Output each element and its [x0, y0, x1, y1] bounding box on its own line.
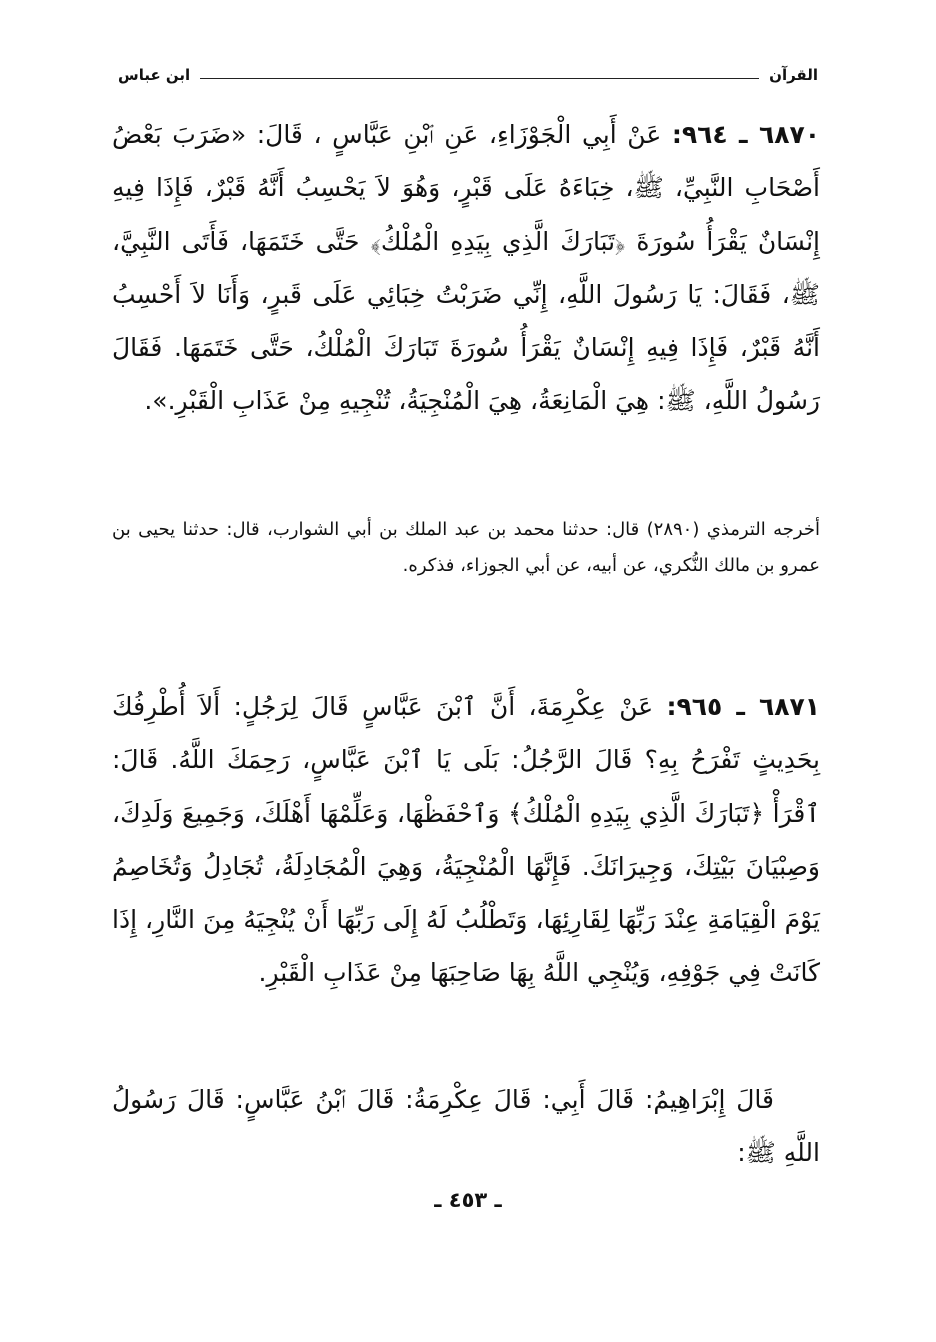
hadith-number: ٦٨٧١ ـ ٩٦٥:	[666, 692, 820, 721]
page-number: ـ ٤٥٣ ـ	[434, 1188, 502, 1212]
takhrij-footnote	[112, 512, 820, 584]
hadith-6871	[112, 680, 820, 1000]
hadith-6871-continuation	[112, 1073, 820, 1180]
takhrij-text: أخرجه الترمذي (٢٨٩٠) قال: حدثنا محمد بن عبد الملك بن أبي الشوارب، قال: حدثنا يحيى بن عمرو بن مالك النُّكري، عن أبيه، عن أبي الجوزاء، فذكره.	[112, 519, 820, 576]
book-title: القرآن	[769, 66, 818, 84]
hadith-text: عَنْ عِكْرِمَةَ، أَنَّ ٱبْنَ عَبَّاسٍ قَالَ لِرَجُلٍ: أَلاَ أُطْرِفُكَ بِحَدِيثٍ تَفْرَحُ بِهِ؟ قَالَ الرَّجُلُ: بَلَى يَا ٱبْنَ عَبَّاسٍ، رَحِمَكَ اللَّهُ. قَالَ: ٱقْرَأْ ﴿تَبَارَكَ الَّذِي بِيَدِهِ الْمُلْكُ﴾ وَٱحْفَظْهَا، وَعَلِّمْهَا أَهْلَكَ، وَجَمِيعَ وَلَدِكَ، وَصِبْيَانَ بَيْتِكَ، وَجِيرَانَكَ. فَإِنَّهَا الْمُنْجِيَةُ، وَهِيَ الْمُجَادِلَةُ، تُجَادِلُ وَتُخَاصِمُ يَوْمَ الْقِيَامَةِ عِنْدَ رَبِّهَا لِقَارِئِهَا، وَتَطْلُبُ لَهُ إِلَى رَبِّهَا أَنْ يُنْجِيَهُ مِنَ النَّارِ، إِذَا كَانَتْ فِي جَوْفِهِ، وَيُنْجِي اللَّهُ بِهَا صَاحِبَهَا مِنْ عَذَابِ الْقَبْرِ.	[112, 692, 820, 988]
running-header	[118, 60, 818, 90]
continuation-text: قَالَ إِبْرَاهِيمُ: قَالَ أَبِي: قَالَ عِكْرِمَةُ: قَالَ ٱبْنُ عَبَّاسٍ: قَالَ رَسُولُ اللَّهِ ﷺ:	[112, 1085, 820, 1168]
hadith-6870	[112, 108, 820, 428]
chapter-title: ابن عباس	[118, 66, 191, 84]
hadith-text: عَنْ أَبِي الْجَوْزَاءِ، عَنِ ٱبْنِ عَبَّاسٍ ، قَالَ: «ضَرَبَ بَعْضُ أَصْحَابِ النَّبِيِّ، ﷺ، خِبَاءَهُ عَلَى قَبْرٍ، وَهُوَ لاَ يَحْسِبُ أَنَّهُ قَبْرٌ، فَإِذَا فِيهِ إِنْسَانٌ يَقْرَأُ سُورَةَ ﴿تَبَارَكَ الَّذِي بِيَدِهِ الْمُلْكُ﴾ حَتَّى خَتَمَهَا، فَأَتَى النَّبِيَّ، ﷺ، فَقَالَ: يَا رَسُولَ اللَّهِ، إِنِّي ضَرَبْتُ خِبَائِي عَلَى قَبرٍ، وَأَنَا لاَ أَحْسِبُ أَنَّهُ قَبْرٌ، فَإِذَا فِيهِ إِنْسَانٌ يَقْرَأُ سُورَةَ تَبَارَكَ الْمُلْكُ، حَتَّى خَتَمَهَا. فَقَالَ رَسُولُ اللَّهِ، ﷺ: هِيَ الْمَانِعَةُ، هِيَ الْمُنْجِيَةُ، تُنْجِيهِ مِنْ عَذَابِ الْقَبْرِ.».	[112, 120, 820, 416]
hadith-number: ٦٨٧٠ ـ ٩٦٤:	[671, 120, 821, 149]
header-rule	[200, 78, 759, 79]
